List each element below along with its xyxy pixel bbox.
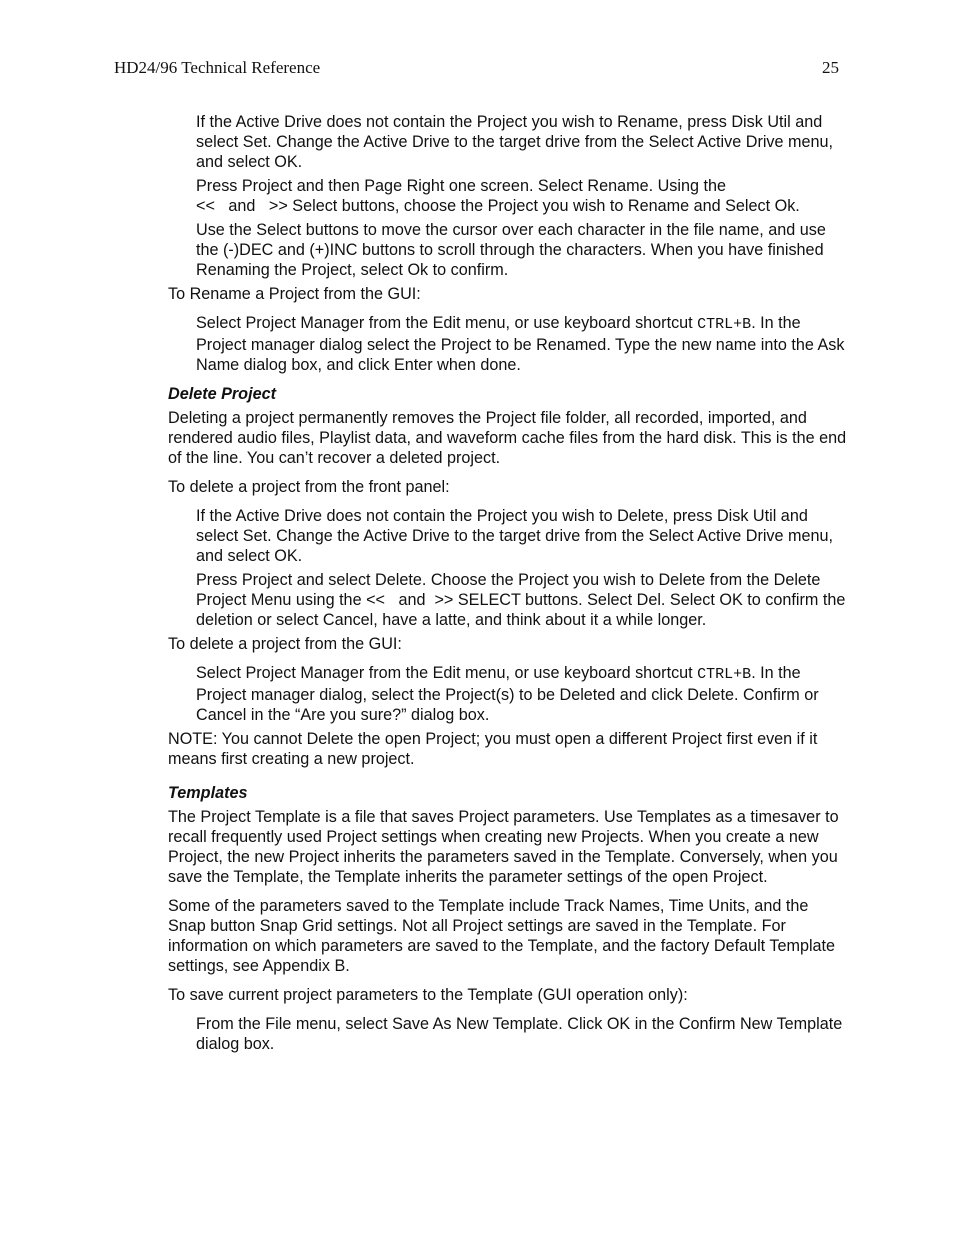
delete-gui-text-b: . In the Project manager dialog, select the Project(s) to be Deleted and click Delete. Confirm or Cancel in the “Are you sure?” dialog box. [196,664,819,724]
paragraph-templates-description: The Project Template is a file that saves Project parameters. Use Templates as a timesaver to recall frequently used Project settings when creating new Projects. When you create a new Project, the new Project inherits the parameters saved in the Template. Conversely, when you save the Template, the Template inherits the parameter settings of the open Project. [168,808,839,886]
rename-gui-text-a: Select Project Manager from the Edit menu, or use keyboard shortcut [196,314,698,332]
paragraph-delete-gui-intro: To delete a project from the GUI: [168,635,402,653]
paragraph-templates-save-intro: To save current project parameters to the Template (GUI operation only): [168,986,688,1004]
page-body [168,112,848,1054]
heading-delete-project: Delete Project [168,385,276,403]
document-title: HD24/96 Technical Reference [114,58,321,77]
page-header [114,57,839,81]
paragraph-delete-front-intro: To delete a project from the front panel: [168,478,450,496]
paragraph-rename-front-step-1: If the Active Drive does not contain the Project you wish to Rename, press Disk Util and select Set. Change the Active Drive to the target drive from the Select Active Drive menu, and select OK. [196,113,834,171]
paragraph-templates-parameters: Some of the parameters saved to the Template include Track Names, Time Units, and the Snap button Snap Grid settings. Not all Project settings are saved in the Template. For information on which parameters are saved to the Template, and the factory Default Template settings, see Appendix B. [168,897,836,975]
paragraph-rename-front-step-3: Use the Select buttons to move the cursor over each character in the file name, and use the (-)DEC and (+)INC buttons to scroll through the characters. When you have finished Renaming the Project, select Ok to confirm. [196,221,826,279]
paragraph-rename-gui-intro: To Rename a Project from the GUI: [168,285,421,303]
paragraph-delete-gui-step [196,663,848,725]
rename-gui-text-b: . In the Project manager dialog select the Project to be Renamed. Type the new name into the Ask Name dialog box, and click Enter when done. [196,314,845,374]
page-number: 25 [822,58,839,77]
paragraph-delete-front-step-2: Press Project and select Delete. Choose the Project you wish to Delete from the Delete Project Menu using the << and >> SELECT buttons. Select Del. Select OK to confirm the deletion or select Cancel, have a latte, and think about it a while longer. [196,571,850,629]
rename-step-2-line-1: Press Project and then Page Right one screen. Select Rename. Using the [196,177,726,195]
rename-gui-shortcut: CTRL+B [697,316,752,333]
paragraph-delete-front-step-1: If the Active Drive does not contain the Project you wish to Delete, press Disk Util and select Set. Change the Active Drive to the target drive from the Select Active Drive menu, and select OK. [196,507,834,565]
paragraph-delete-description: Deleting a project permanently removes the Project file folder, all recorded, imported, and rendered audio files, Playlist data, and waveform cache files from the hard disk. This is the end of the line. You can’t recover a deleted project. [168,409,847,467]
paragraph-delete-note: NOTE: You cannot Delete the open Project; you must open a different Project first even if it means first creating a new project. [168,730,818,768]
heading-templates: Templates [168,784,248,802]
paragraph-rename-gui-step [196,313,848,375]
paragraph-rename-front-step-2 [196,176,848,216]
delete-gui-shortcut: CTRL+B [697,666,752,683]
paragraph-templates-save-step: From the File menu, select Save As New Template. Click OK in the Confirm New Template dialog box. [196,1015,843,1053]
rename-step-2-line-2: << and >> Select buttons, choose the Project you wish to Rename and Select Ok. [196,197,800,215]
delete-gui-text-a: Select Project Manager from the Edit menu, or use keyboard shortcut [196,664,698,682]
